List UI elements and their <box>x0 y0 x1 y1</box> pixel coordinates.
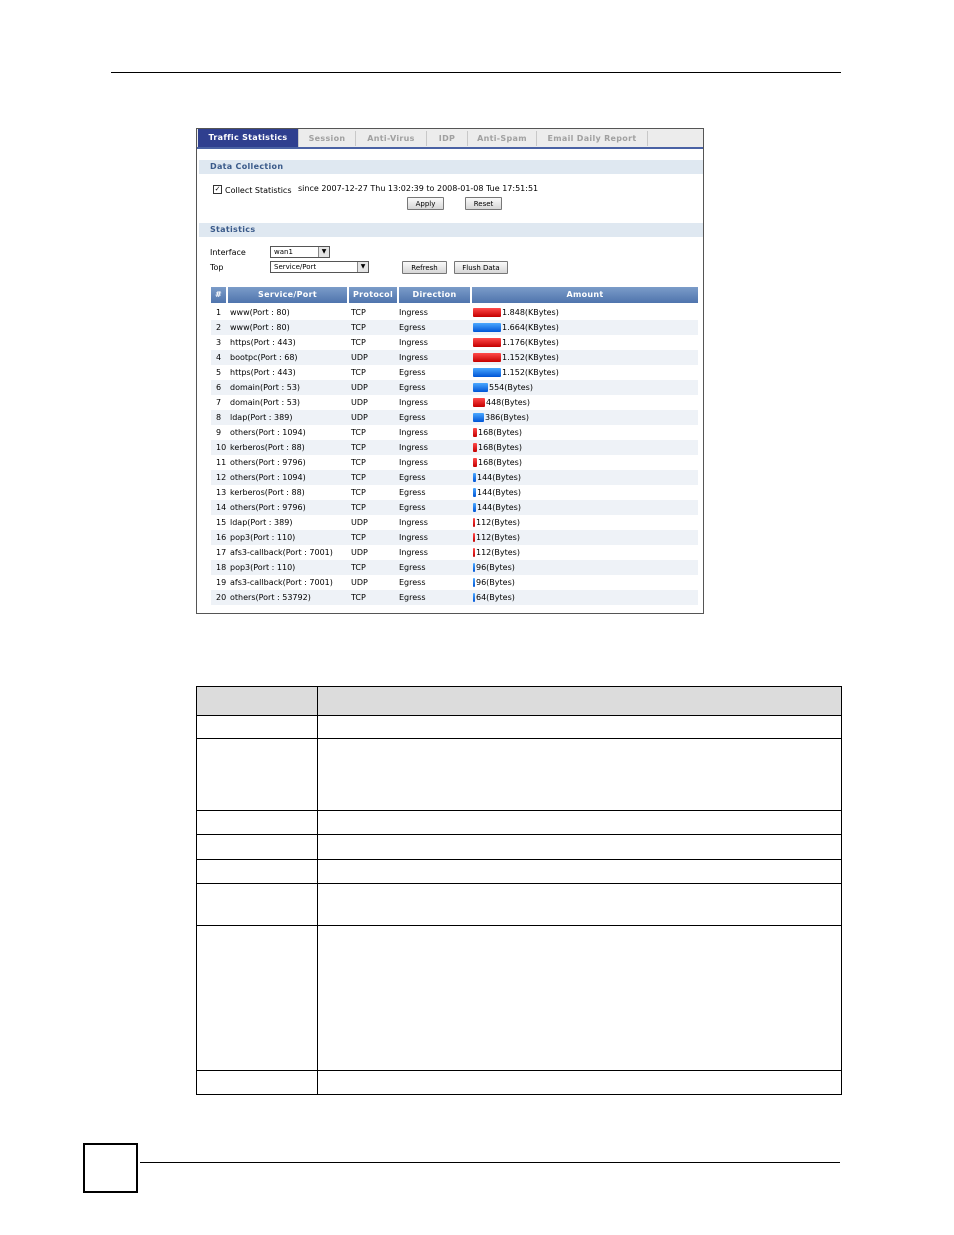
row-direction: Ingress <box>399 398 428 407</box>
row-amount: 554(Bytes) <box>489 383 533 392</box>
row-number: 14 <box>216 503 227 512</box>
row-amount: 144(Bytes) <box>477 473 521 482</box>
row-service-port: www(Port : 80) <box>230 308 290 317</box>
row-direction: Egress <box>399 383 426 392</box>
table-row <box>211 440 698 455</box>
table-row <box>211 455 698 470</box>
collect-statistics-label: Collect Statistics <box>225 186 292 195</box>
row-number: 15 <box>216 518 227 527</box>
row-amount: 144(Bytes) <box>477 488 521 497</box>
egress-bar <box>473 503 476 512</box>
table-row <box>197 811 842 835</box>
statistics-table-body <box>211 305 698 605</box>
row-protocol: UDP <box>351 353 368 362</box>
row-protocol: TCP <box>351 428 366 437</box>
collection-period: since 2007-12-27 Thu 13:02:39 to 2008-01-08 Tue 17:51:51 <box>298 184 539 193</box>
row-number: 3 <box>216 338 222 347</box>
egress-bar <box>473 413 484 422</box>
row-protocol: TCP <box>351 563 366 572</box>
footer-rule <box>140 1162 840 1163</box>
interface-value: wan1 <box>274 248 293 256</box>
table-row <box>211 320 698 335</box>
field-description-table <box>196 686 842 1095</box>
row-amount: 96(Bytes) <box>476 578 515 587</box>
row-service-port: others(Port : 53792) <box>230 593 311 602</box>
table-header-row <box>197 687 842 716</box>
row-protocol: UDP <box>351 578 368 587</box>
egress-bar <box>473 563 475 572</box>
chevron-down-icon: ▼ <box>318 247 329 257</box>
top-select[interactable] <box>270 261 369 273</box>
chevron-down-icon: ▼ <box>357 262 368 272</box>
row-number: 18 <box>216 563 227 572</box>
row-direction: Ingress <box>399 308 428 317</box>
row-amount: 448(Bytes) <box>486 398 530 407</box>
table-row <box>197 860 842 884</box>
table-row <box>197 884 842 926</box>
col-protocol: Protocol <box>349 287 397 303</box>
row-amount: 168(Bytes) <box>478 458 522 467</box>
ingress-bar <box>473 533 475 542</box>
row-direction: Egress <box>399 488 426 497</box>
ingress-bar <box>473 353 501 362</box>
table-row <box>211 485 698 500</box>
row-direction: Egress <box>399 323 426 332</box>
row-direction: Egress <box>399 563 426 572</box>
tab-session[interactable]: Session <box>299 131 356 146</box>
row-service-port: https(Port : 443) <box>230 338 296 347</box>
row-number: 6 <box>216 383 222 392</box>
table-row <box>197 739 842 811</box>
row-number: 8 <box>216 413 222 422</box>
col-amount: Amount <box>472 287 698 303</box>
row-protocol: UDP <box>351 398 368 407</box>
page-number-box <box>83 1143 138 1193</box>
row-number: 13 <box>216 488 227 497</box>
row-direction: Ingress <box>399 353 428 362</box>
row-protocol: UDP <box>351 413 368 422</box>
row-amount: 1.664(KBytes) <box>502 323 559 332</box>
table-row <box>211 425 698 440</box>
row-service-port: others(Port : 9796) <box>230 458 306 467</box>
row-direction: Ingress <box>399 548 428 557</box>
row-protocol: TCP <box>351 323 366 332</box>
egress-bar <box>473 488 476 497</box>
col-service-port: Service/Port <box>228 287 347 303</box>
row-service-port: pop3(Port : 110) <box>230 533 296 542</box>
row-service-port: domain(Port : 53) <box>230 383 301 392</box>
row-amount: 96(Bytes) <box>476 563 515 572</box>
row-service-port: pop3(Port : 110) <box>230 563 296 572</box>
table-row <box>197 1071 842 1095</box>
row-protocol: TCP <box>351 443 366 452</box>
row-amount: 144(Bytes) <box>477 503 521 512</box>
table-row <box>211 470 698 485</box>
row-service-port: ldap(Port : 389) <box>230 518 293 527</box>
row-protocol: UDP <box>351 383 368 392</box>
egress-bar <box>473 593 475 602</box>
row-amount: 1.152(KBytes) <box>502 368 559 377</box>
row-protocol: UDP <box>351 548 368 557</box>
row-service-port: afs3-callback(Port : 7001) <box>230 578 333 587</box>
row-protocol: TCP <box>351 503 366 512</box>
table-row <box>211 410 698 425</box>
ingress-bar <box>473 458 477 467</box>
table-row <box>211 545 698 560</box>
table-row <box>211 350 698 365</box>
row-service-port: others(Port : 1094) <box>230 473 306 482</box>
row-number: 10 <box>216 443 227 452</box>
table-row <box>197 716 842 739</box>
col-number: # <box>211 287 226 303</box>
row-protocol: TCP <box>351 533 366 542</box>
row-amount: 112(Bytes) <box>476 533 520 542</box>
row-number: 16 <box>216 533 227 542</box>
row-direction: Ingress <box>399 458 428 467</box>
row-service-port: www(Port : 80) <box>230 323 290 332</box>
collect-statistics-checkbox[interactable]: ✓ <box>214 185 221 193</box>
tab-anti-spam[interactable]: Anti-Spam <box>468 131 537 146</box>
row-direction: Egress <box>399 413 426 422</box>
ingress-bar <box>473 443 477 452</box>
row-service-port: others(Port : 1094) <box>230 428 306 437</box>
col-direction: Direction <box>399 287 470 303</box>
row-number: 1 <box>216 308 222 317</box>
row-direction: Ingress <box>399 338 428 347</box>
row-direction: Ingress <box>399 533 428 542</box>
row-direction: Ingress <box>399 443 428 452</box>
apply-button[interactable]: Apply <box>407 197 444 210</box>
row-amount: 386(Bytes) <box>485 413 529 422</box>
statistics-header: Statistics <box>199 223 703 237</box>
row-amount: 1.176(KBytes) <box>502 338 559 347</box>
row-number: 17 <box>216 548 227 557</box>
row-number: 20 <box>216 593 227 602</box>
interface-select[interactable] <box>270 246 330 258</box>
row-amount: 168(Bytes) <box>478 443 522 452</box>
top-value: Service/Port <box>274 263 317 271</box>
ingress-bar <box>473 548 475 557</box>
row-protocol: TCP <box>351 368 366 377</box>
row-service-port: domain(Port : 53) <box>230 398 301 407</box>
egress-bar <box>473 473 476 482</box>
table-row <box>211 590 698 605</box>
row-direction: Egress <box>399 503 426 512</box>
row-service-port: kerberos(Port : 88) <box>230 488 305 497</box>
top-label: Top <box>210 263 224 272</box>
row-service-port: https(Port : 443) <box>230 368 296 377</box>
egress-bar <box>473 383 488 392</box>
table-row <box>211 575 698 590</box>
row-number: 5 <box>216 368 222 377</box>
table-row <box>211 365 698 380</box>
ingress-bar <box>473 518 475 527</box>
row-direction: Egress <box>399 593 426 602</box>
table-row <box>197 926 842 1071</box>
row-service-port: ldap(Port : 389) <box>230 413 293 422</box>
row-service-port: bootpc(Port : 68) <box>230 353 298 362</box>
row-amount: 1.152(KBytes) <box>502 353 559 362</box>
refresh-button[interactable]: Refresh <box>402 261 447 274</box>
row-protocol: TCP <box>351 338 366 347</box>
table-row <box>211 560 698 575</box>
table-row <box>197 835 842 860</box>
header-rule <box>111 72 841 73</box>
row-direction: Egress <box>399 578 426 587</box>
tab-idp[interactable]: IDP <box>427 131 468 146</box>
table-row <box>211 530 698 545</box>
row-direction: Egress <box>399 368 426 377</box>
row-amount: 112(Bytes) <box>476 518 520 527</box>
table-row <box>211 395 698 410</box>
row-amount: 1.848(KBytes) <box>502 308 559 317</box>
tab-anti-virus[interactable]: Anti-Virus <box>356 131 427 146</box>
row-amount: 112(Bytes) <box>476 548 520 557</box>
ingress-bar <box>473 398 485 407</box>
tab-email-daily-report[interactable]: Email Daily Report <box>537 131 648 146</box>
table-row <box>211 380 698 395</box>
tab-bar <box>197 129 703 149</box>
ingress-bar <box>473 338 501 347</box>
row-protocol: TCP <box>351 308 366 317</box>
row-number: 7 <box>216 398 222 407</box>
row-protocol: TCP <box>351 473 366 482</box>
table-row <box>211 500 698 515</box>
row-service-port: others(Port : 9796) <box>230 503 306 512</box>
row-number: 19 <box>216 578 227 587</box>
row-protocol: TCP <box>351 593 366 602</box>
row-amount: 64(Bytes) <box>476 593 515 602</box>
row-number: 12 <box>216 473 227 482</box>
row-service-port: afs3-callback(Port : 7001) <box>230 548 333 557</box>
ingress-bar <box>473 308 501 317</box>
row-protocol: TCP <box>351 488 366 497</box>
row-protocol: UDP <box>351 518 368 527</box>
table-row <box>211 515 698 530</box>
traffic-statistics-screen <box>196 128 704 614</box>
table-row <box>211 335 698 350</box>
row-number: 9 <box>216 428 222 437</box>
statistics-table-header <box>211 287 698 303</box>
row-direction: Ingress <box>399 518 428 527</box>
row-number: 11 <box>216 458 227 467</box>
ingress-bar <box>473 428 477 437</box>
row-amount: 168(Bytes) <box>478 428 522 437</box>
egress-bar <box>473 323 501 332</box>
row-protocol: TCP <box>351 458 366 467</box>
row-number: 2 <box>216 323 222 332</box>
row-service-port: kerberos(Port : 88) <box>230 443 305 452</box>
row-direction: Ingress <box>399 428 428 437</box>
egress-bar <box>473 368 501 377</box>
egress-bar <box>473 578 475 587</box>
table-row <box>211 305 698 320</box>
row-number: 4 <box>216 353 222 362</box>
interface-label: Interface <box>210 248 246 257</box>
tab-traffic-statistics[interactable]: Traffic Statistics <box>198 129 299 147</box>
flush-data-button[interactable]: Flush Data <box>454 261 508 274</box>
reset-button[interactable]: Reset <box>465 197 502 210</box>
data-collection-header: Data Collection <box>199 160 703 174</box>
row-direction: Egress <box>399 473 426 482</box>
